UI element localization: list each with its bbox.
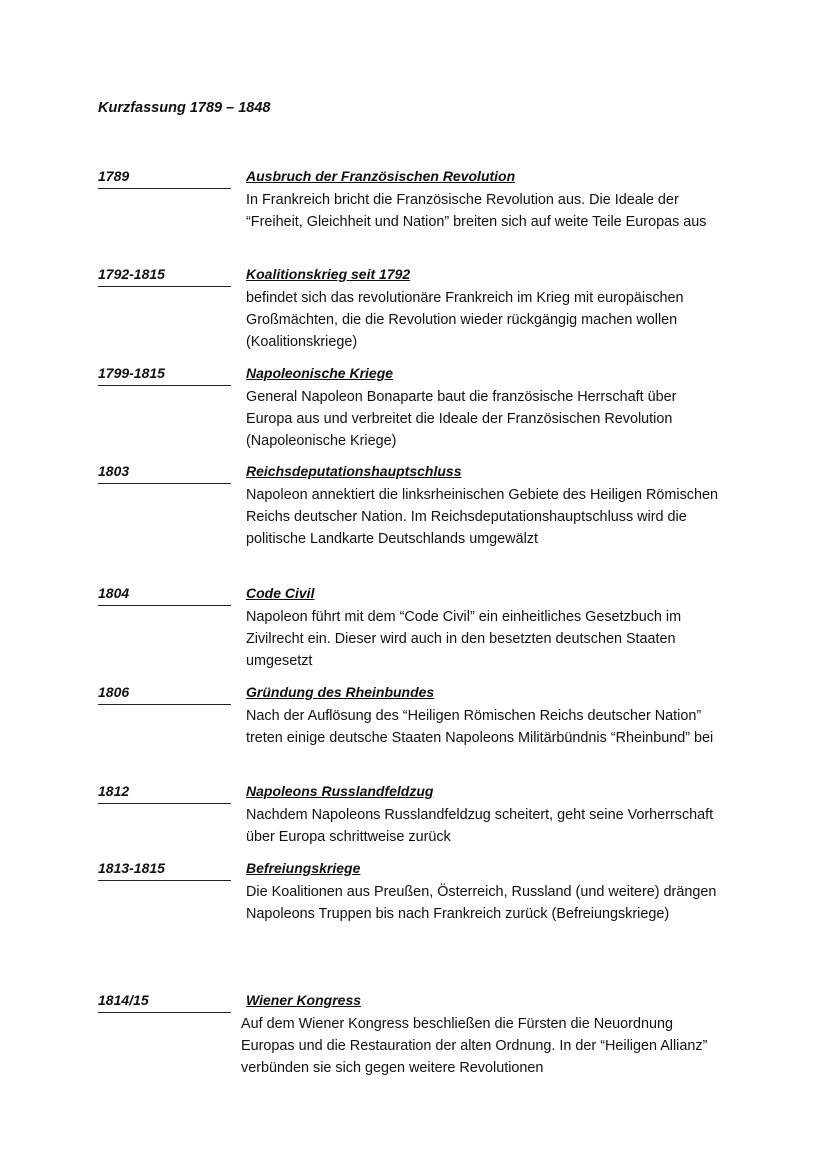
entry-header (98, 858, 361, 881)
timeline-entry-1804 (98, 583, 738, 672)
entry-text: Nach der Auflösung des “Heiligen Römischen Reichs deutscher Nation” treten einige deutsche Staaten Napoleons Militärbündnis “Rheinbund” bei (246, 708, 714, 746)
entry-heading: Koalitionskrieg seit 1792 (246, 266, 411, 282)
entry-year: 1803 (98, 463, 130, 479)
entry-year: 1789 (98, 168, 130, 184)
entry-header (98, 461, 462, 484)
entry-heading: Wiener Kongress (246, 992, 362, 1008)
timeline-entry-1812 (98, 781, 738, 848)
entry-heading: Befreiungskriege (246, 860, 361, 876)
timeline-entry-1792-1815 (98, 264, 738, 353)
entry-header (98, 583, 315, 606)
entry-heading: Gründung des Rheinbundes (246, 684, 435, 700)
entry-heading: Napoleons Russlandfeldzug (246, 783, 434, 799)
timeline-entry-1806 (98, 682, 738, 749)
timeline-entry-1789 (98, 166, 738, 233)
entry-text: Napoleon annektiert die linksrheinischen Gebiete des Heiligen Römischen Reichs deutscher Nation. Im Reichsdeputationshauptschluss wird die politische Landkarte Deutschlands umgewälzt (246, 487, 718, 547)
timeline-entry-1814-15 (98, 990, 738, 1079)
entry-heading: Ausbruch der Französischen Revolution (246, 168, 516, 184)
page-title: Kurzfassung 1789 – 1848 (98, 100, 271, 116)
entry-text: Napoleon führt mit dem “Code Civil” ein einheitliches Gesetzbuch im Zivilrecht ein. Dieser wird auch in den besetzten deutschen Staaten umgesetzt (246, 609, 682, 669)
entry-year: 1799-1815 (98, 365, 165, 381)
entry-year: 1814/15 (98, 992, 149, 1008)
entry-year: 1806 (98, 684, 130, 700)
entry-text: Auf dem Wiener Kongress beschließen die Fürsten die Neuordnung Europas und die Restauration der alten Ordnung. In der “Heiligen Allianz” verbünden sie sich gegen weitere Revolutionen (241, 1016, 708, 1076)
entry-header (98, 781, 434, 804)
entry-text: General Napoleon Bonaparte baut die französische Herrschaft über Europa aus und verbreitet die Ideale der Französischen Revolution (Napoleonische Kriege) (246, 389, 677, 449)
entry-text: Die Koalitionen aus Preußen, Österreich, Russland (und weitere) drängen Napoleons Truppen bis nach Frankreich zurück (Befreiungskriege) (246, 884, 717, 922)
entry-header (98, 363, 394, 386)
entry-header (98, 264, 411, 287)
entry-header (98, 682, 435, 705)
timeline-entry-1803 (98, 461, 738, 550)
entry-heading: Napoleonische Kriege (246, 365, 394, 381)
timeline-entry-1799-1815 (98, 363, 738, 452)
entry-year: 1813-1815 (98, 860, 165, 876)
entry-year: 1804 (98, 585, 130, 601)
entry-heading: Code Civil (246, 585, 315, 601)
entry-year: 1812 (98, 783, 130, 799)
entry-header (98, 166, 516, 189)
entry-text: befindet sich das revolutionäre Frankreich im Krieg mit europäischen Großmächten, die die Revolution wieder rückgängig machen wollen (Koalitionskriege) (246, 290, 684, 350)
entry-text: In Frankreich bricht die Französische Revolution aus. Die Ideale der “Freiheit, Gleichheit und Nation” breiten sich auf weite Teile Europas aus (246, 192, 707, 230)
entry-heading: Reichsdeputationshauptschluss (246, 463, 462, 479)
entry-text: Nachdem Napoleons Russlandfeldzug scheitert, geht seine Vorherrschaft über Europa schrittweise zurück (246, 807, 714, 845)
entry-header (98, 990, 362, 1013)
timeline-entry-1813-1815 (98, 858, 738, 925)
entry-year: 1792-1815 (98, 266, 165, 282)
